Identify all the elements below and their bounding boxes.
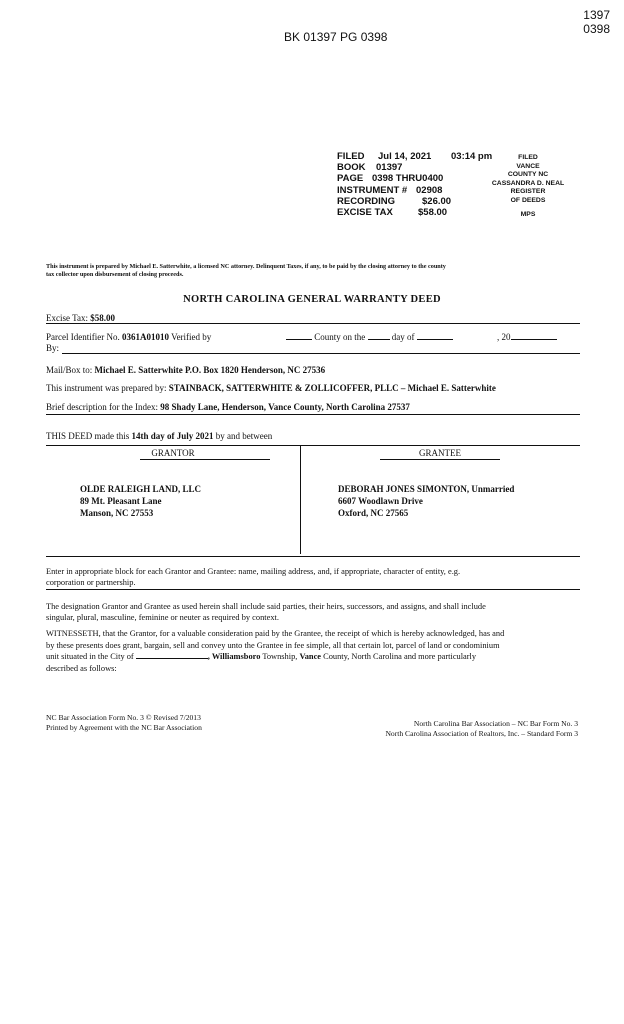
- filing-value: 0398 THRU0400: [372, 173, 444, 185]
- column-divider: [300, 446, 301, 554]
- footer-left: [46, 713, 202, 733]
- deed-made-row: [46, 431, 272, 441]
- grantee-block: [338, 483, 514, 519]
- grantee-address: 6607 Woodlawn Drive: [338, 496, 423, 506]
- county-suffix: County, North Carolina and more particularly: [323, 652, 477, 661]
- deed-date: 14th day of July 2021: [131, 431, 214, 441]
- prepared-by-label: This instrument was prepared by:: [46, 383, 167, 393]
- preparer-note: [46, 263, 446, 279]
- page-number-top: 1397: [583, 8, 610, 22]
- deed-made-suffix: by and between: [215, 431, 273, 441]
- witnesseth-paragraph: [46, 628, 504, 674]
- designation-line: The designation Grantor and Grantee as used herein shall include said parties, their heirs, successors, and assigns, and shall include: [46, 602, 486, 611]
- mail-value: Michael E. Satterwhite P.O. Box 1820 Henderson, NC 27536: [94, 365, 326, 375]
- grantor-address: 89 Mt. Pleasant Lane: [80, 496, 162, 506]
- stamp-initials: MPS: [520, 210, 536, 218]
- brief-row: [46, 402, 410, 412]
- book-page-header: BK 01397 PG 0398: [284, 30, 388, 44]
- city-label: unit situated in the City of: [46, 652, 134, 661]
- witnesseth-line: described as follows:: [46, 663, 117, 673]
- filing-value: 01397: [376, 162, 403, 174]
- grantee-heading: GRANTEE: [419, 448, 461, 458]
- county-on-label: County on the: [314, 332, 366, 342]
- enter-note-line: Enter in appropriate block for each Grantor and Grantee: name, mailing address, and, if appropriate, character of entity, e.g.: [46, 567, 461, 576]
- filing-value: $26.00: [422, 195, 452, 207]
- day-of-label: day of: [391, 332, 415, 342]
- excise-tax-row: [46, 313, 115, 323]
- stamp-line: VANCE: [516, 162, 540, 170]
- prepared-by-value: STAINBACK, SATTERWHITE & ZOLLICOFFER, PLLC – Michael E. Satterwhite: [168, 383, 496, 393]
- filing-value: $58.00: [418, 207, 448, 219]
- grantee-name: DEBORAH JONES SIMONTON, Unmarried: [338, 484, 515, 494]
- filing-value: 02908: [416, 184, 443, 196]
- year-label: , 20: [497, 332, 511, 342]
- filing-label: EXCISE TAX: [337, 207, 393, 219]
- divider: [46, 556, 580, 557]
- blank-line: [286, 339, 312, 340]
- township-name: , Williamsboro: [207, 652, 261, 661]
- stamp-line: COUNTY NC: [507, 171, 549, 179]
- blank-line: [368, 339, 390, 340]
- enter-note: [46, 566, 460, 588]
- excise-label: Excise Tax:: [46, 313, 88, 323]
- stamp-line: CASSANDRA D. NEAL: [491, 179, 565, 187]
- witnesseth-line: WITNESSETH, that the Grantor, for a valuable consideration paid by the Grantee, the receipt of which is hereby acknowledged, has and: [46, 629, 505, 638]
- footer-right: [385, 719, 578, 739]
- grantor-heading-rule: [140, 459, 270, 460]
- grantee-address: Oxford, NC 27565: [338, 508, 409, 518]
- mail-label: Mail/Box to:: [46, 365, 93, 375]
- grantee-heading-rule: [380, 459, 500, 460]
- filing-value: Jul 14, 2021: [378, 151, 432, 162]
- designation-paragraph: [46, 601, 486, 623]
- county-name: Vance: [299, 652, 322, 661]
- page-number-bottom: 0398: [583, 22, 610, 36]
- divider: [46, 589, 580, 590]
- stamp-line: FILED: [518, 154, 538, 161]
- page-number-block: [583, 8, 610, 36]
- footer-left-line: NC Bar Association Form No. 3 © Revised 7/2013: [46, 713, 201, 722]
- grantor-heading: GRANTOR: [151, 448, 195, 458]
- city-blank: [136, 658, 208, 659]
- witnesseth-line: by these presents does grant, bargain, sell and convey unto the Grantee in fee simple, all that certain lot, parcel of land or condominium: [46, 640, 500, 650]
- township-label: Township,: [262, 652, 298, 661]
- filing-label: BOOK: [337, 162, 366, 174]
- grantor-address: Manson, NC 27553: [80, 508, 154, 518]
- parcel-row: [46, 332, 211, 342]
- footer-left-line: Printed by Agreement with the NC Bar Association: [46, 723, 202, 732]
- filing-label: FILED: [337, 151, 365, 162]
- excise-value: $58.00: [90, 313, 115, 323]
- county-row: [286, 332, 453, 342]
- prepared-by-row: [46, 383, 496, 393]
- preparer-note-line: tax collector upon disbursement of closing proceeds.: [46, 271, 184, 278]
- grantor-name: OLDE RALEIGH LAND, LLC: [80, 484, 202, 494]
- footer-right-line: North Carolina Association of Realtors, Inc. – Standard Form 3: [385, 729, 578, 738]
- parcel-id: 0361A01010: [121, 332, 169, 342]
- divider: [46, 445, 580, 446]
- document-title: NORTH CAROLINA GENERAL WARRANTY DEED: [183, 294, 441, 305]
- stamp-line: OF DEEDS: [510, 196, 546, 204]
- designation-line: singular, plural, masculine, feminine or neuter as required by context.: [46, 613, 279, 622]
- grantor-block: [80, 483, 201, 519]
- brief-value: 98 Shady Lane, Henderson, Vance County, North Carolina 27537: [160, 402, 410, 412]
- footer-right-line: North Carolina Bar Association – NC Bar Form No. 3: [413, 719, 578, 728]
- verified-label: Verified by: [171, 332, 212, 342]
- enter-note-line: corporation or partnership.: [46, 578, 136, 587]
- blank-line: [417, 339, 453, 340]
- brief-label: Brief description for the Index:: [46, 402, 158, 412]
- witnesseth-line-3: [46, 651, 504, 663]
- preparer-note-line: This instrument is prepared by Michael E. Satterwhite, a licensed NC attorney. Delinquent Taxes, if any, to be paid by the closing attorney to the county: [46, 263, 446, 270]
- filing-label: INSTRUMENT #: [337, 184, 408, 196]
- filing-time: 03:14 pm: [451, 151, 493, 162]
- filing-label: PAGE: [337, 173, 364, 185]
- divider: [46, 414, 580, 415]
- stamp-line: REGISTER: [510, 188, 546, 196]
- year-row: [497, 332, 557, 342]
- deed-made-prefix: THIS DEED made this: [46, 431, 130, 441]
- by-line: [62, 353, 580, 354]
- blank-line: [511, 339, 557, 340]
- parcel-label: Parcel Identifier No.: [46, 332, 120, 342]
- recording-stamp: [483, 154, 573, 219]
- by-label: By:: [46, 343, 60, 353]
- mail-row: [46, 365, 325, 375]
- filing-label: RECORDING: [337, 195, 396, 207]
- divider: [46, 323, 580, 324]
